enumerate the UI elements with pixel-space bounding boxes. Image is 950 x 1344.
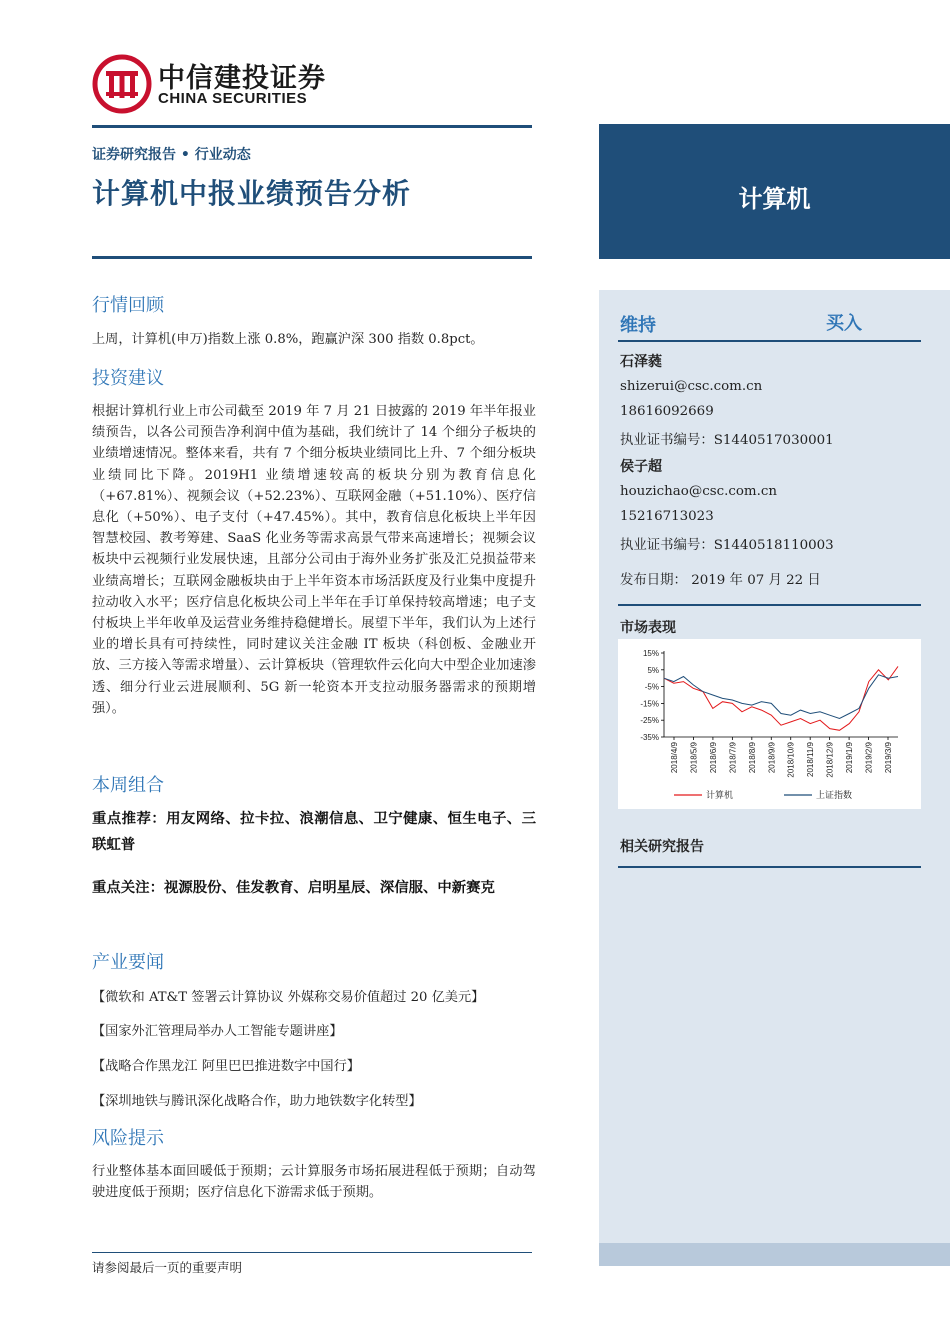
industry-banner xyxy=(599,124,950,259)
rating-rule xyxy=(618,340,921,342)
company-logo xyxy=(92,54,342,114)
company-name-en: CHINA SECURITIES xyxy=(158,90,308,107)
analyst-email[interactable]: shizerui@csc.com.cn xyxy=(620,379,763,394)
chart-x-tick-label: 2018/6/9 xyxy=(708,742,718,774)
header-rule-top xyxy=(92,125,532,128)
publish-date: 发布日期： 2019 年 07 月 22 日 xyxy=(620,573,821,588)
rating-label: 维持 xyxy=(620,315,656,336)
market-chart xyxy=(618,639,921,809)
chart-x-tick-label: 2018/7/9 xyxy=(728,742,738,774)
chart-y-tick-label: 5% xyxy=(647,665,659,675)
sidebar-bottom-strip xyxy=(599,1243,950,1266)
company-name-cn: 中信建投证券 xyxy=(158,63,326,94)
analyst-phone: 15216713023 xyxy=(620,509,714,524)
section-title-risk: 风险提示 xyxy=(92,1128,164,1149)
chart-y-tick-label: 15% xyxy=(642,649,659,658)
market-chart-container xyxy=(618,639,921,809)
footer-rule xyxy=(92,1252,532,1253)
chart-x-tick-label: 2019/1/9 xyxy=(845,742,855,774)
chart-legend-label: 计算机 xyxy=(706,791,734,801)
market-review-text: 上周，计算机(申万)指数上涨 0.8%，跑赢沪深 300 指数 0.8pct。 xyxy=(92,332,484,347)
report-title: 计算机中报业绩预告分析 xyxy=(92,177,412,210)
portfolio-recommend: 重点推荐：用友网络、拉卡拉、浪潮信息、卫宁健康、恒生电子、三联虹普 xyxy=(92,811,536,853)
analyst-cert: 执业证书编号：S1440518110003 xyxy=(620,538,834,553)
portfolio-watch: 重点关注：视源股份、佳发教育、启明星辰、深信服、中新赛克 xyxy=(92,880,495,896)
related-reports-title: 相关研究报告 xyxy=(620,839,704,855)
news-item: 【战略合作黑龙江 阿里巴巴推进数字中国行】 xyxy=(92,1059,360,1074)
news-item: 【深圳地铁与腾讯深化战略合作，助力地铁数字化转型】 xyxy=(92,1094,422,1109)
chart-y-tick-label: -15% xyxy=(640,699,659,709)
chart-legend-label: 上证指数 xyxy=(816,791,853,801)
report-type: 证券研究报告 • 行业动态 xyxy=(92,147,251,163)
industry-label: 计算机 xyxy=(738,185,811,213)
section-title-market-review: 行情回顾 xyxy=(92,295,164,316)
related-rule xyxy=(618,866,921,868)
risk-text: 行业整体基本面回暖低于预期；云计算服务市场拓展进程低于预期；自动驾驶进度低于预期；医疗信息化下游需求低于预期。 xyxy=(92,1164,536,1201)
market-performance-title: 市场表现 xyxy=(620,620,676,636)
date-rule xyxy=(618,604,921,606)
chart-x-tick-label: 2018/10/9 xyxy=(786,742,796,778)
section-title-portfolio: 本周组合 xyxy=(92,775,164,796)
investment-advice-text: 根据计算机行业上市公司截至 2019 年 7 月 21 日披露的 2019 年半年报业绩预告，以各公司预告净利润中值为基础，我们统计了 14 个细分子板块的业绩增速情况。整体来看，共有 7 个细分板块业绩同比上升、7 个细分板块业绩同比下降。2019H1 业绩增速较高的板块分别为教育信息化（+67.81%）、视频会议（+52.23%）、互联网金融（+51.10%）、医疗信息化（+50%）、电子支付（+47.45%）。其中，教育信息化板块上半年因智慧校园、教考筹建、SaaS 化业务等需求高景气带来高速增长；视频会议板块中云视频行业发展快速，且部分公司由于海外业务扩张及汇兑损益带来业绩高增长；互联网金融板块由于上半年资本市场活跃度及行业集中度提升拉动收入水平；医疗信息化板块公司上半年在手订单保持较高增速；电子支付板块上半年收单及运营业务维持稳健增长。展望下半年，我们认为上述行业的增长具有可持续性，同时建议关注金融 IT 板块（科创板、金融业开放、三方接入等需求增量）、云计算板块（管理软件云化向大中型企业加速渗透、细分行业云进展顺利、5G 新一轮资本开支拉动服务器需求的预期增强）。 xyxy=(92,404,536,716)
chart-x-tick-label: 2018/5/9 xyxy=(689,742,699,774)
chart-x-tick-label: 2019/3/9 xyxy=(884,742,893,774)
analyst-email[interactable]: houzichao@csc.com.cn xyxy=(620,484,777,499)
analyst-name: 侯子超 xyxy=(620,459,662,475)
analyst-phone: 18616092669 xyxy=(620,404,714,419)
chart-x-tick-label: 2018/8/9 xyxy=(747,742,757,774)
news-item: 【微软和 AT&T 签署云计算协议 外媒称交易价值超过 20 亿美元】 xyxy=(92,990,485,1005)
chart-series-line xyxy=(664,666,898,730)
footer-disclaimer: 请参阅最后一页的重要声明 xyxy=(92,1260,243,1275)
chart-series-line xyxy=(664,675,898,719)
chart-y-tick-label: -25% xyxy=(640,716,659,726)
section-title-industry-news: 产业要闻 xyxy=(92,952,164,973)
rating-value: 买入 xyxy=(826,313,862,334)
chart-y-tick-label: -35% xyxy=(640,733,659,742)
company-logo-icon xyxy=(92,54,152,114)
analyst-cert: 执业证书编号：S1440517030001 xyxy=(620,433,834,448)
chart-y-tick-label: -5% xyxy=(644,682,659,692)
chart-x-tick-label: 2018/4/9 xyxy=(670,742,679,774)
header-rule-bottom xyxy=(92,256,532,259)
chart-x-tick-label: 2019/2/9 xyxy=(864,742,874,774)
chart-x-tick-label: 2018/11/9 xyxy=(806,742,816,777)
chart-x-tick-label: 2018/9/9 xyxy=(767,742,777,774)
news-item: 【国家外汇管理局举办人工智能专题讲座】 xyxy=(92,1024,343,1039)
chart-x-tick-label: 2018/12/9 xyxy=(825,742,835,778)
section-title-investment-advice: 投资建议 xyxy=(92,368,164,389)
analyst-name: 石泽蕤 xyxy=(620,354,662,370)
